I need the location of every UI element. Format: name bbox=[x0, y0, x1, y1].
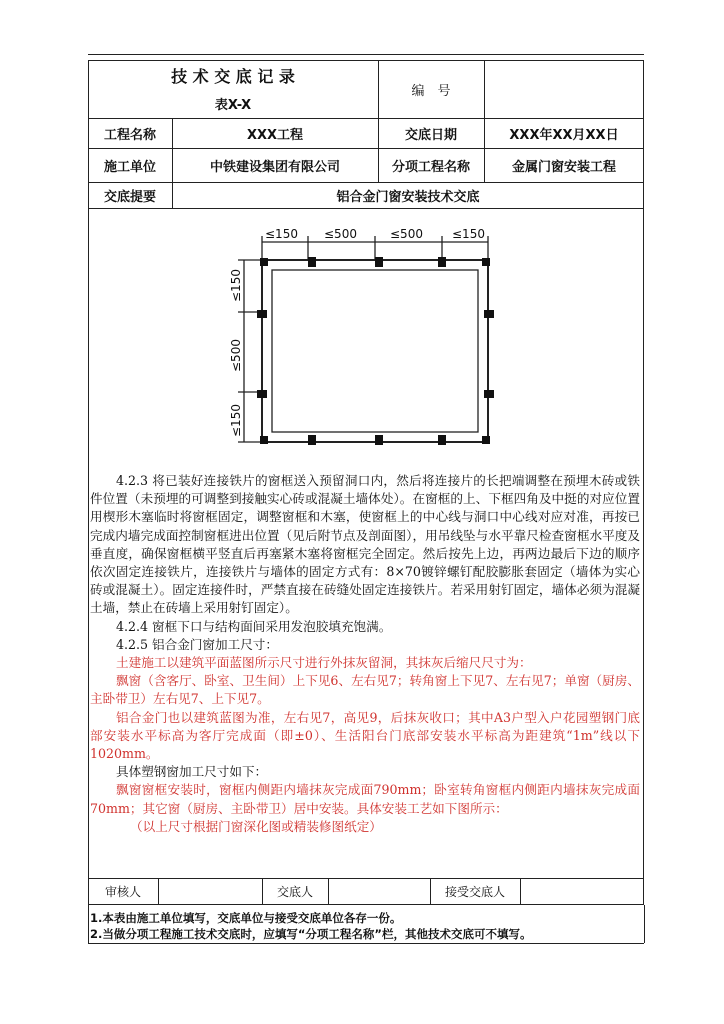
red-para-3: 铝合金门也以建筑蓝图为准，左右见7，高见9，后抹灰收口；其中A3户型入户花园塑钢门底部安装水平标高为客厅完成面（即±0）、生活阳台门底部安装水平标高为距建筑“1m”线以下1020mm。 bbox=[90, 709, 640, 762]
subitem-label: 分项工程名称 bbox=[391, 159, 470, 175]
para-4-2-5: 4.2.5 铝合金门窗加工尺寸： bbox=[116, 636, 278, 652]
top-dim-2: ≤500 bbox=[324, 227, 357, 241]
left-dim-1: ≤150 bbox=[229, 269, 243, 302]
number-value[interactable] bbox=[484, 60, 644, 118]
window-frame-outer bbox=[262, 260, 488, 442]
subitem-value: 金属门窗安装工程 bbox=[511, 159, 616, 175]
fixing-tab bbox=[308, 257, 316, 267]
form-number-label: 表X-X bbox=[214, 97, 252, 113]
window-frame-inner bbox=[272, 270, 478, 432]
fixing-tab bbox=[308, 435, 316, 445]
fixing-tab bbox=[484, 390, 494, 398]
receiver-label: 接受交底人 bbox=[444, 885, 505, 899]
red-para-5: （以上尺寸根据门窗深化图或精装修图纸定） bbox=[130, 818, 382, 834]
reviewer-label: 审核人 bbox=[104, 885, 141, 899]
date-label: 交底日期 bbox=[404, 127, 457, 143]
divider bbox=[158, 878, 159, 905]
top-dim-3: ≤500 bbox=[390, 227, 423, 241]
top-dim-1: ≤150 bbox=[265, 227, 298, 241]
divider bbox=[520, 878, 521, 905]
window-fixing-diagram bbox=[220, 222, 510, 458]
para-4-2-3: 4.2.3 将已装好连接铁片的窗框送入预留洞口内，然后将连接片的长把端调整在预埋木砖或铁件位置（未预埋的可调整到接触实心砖或混凝土墙体处）。在窗框的上、下框四角及中挺的对应位置用楔形木塞临时将窗框固定，调整窗框和木塞，使窗框上的中心线与洞口中心线对应对准，再按已完成内墙完成面控制窗框进出位置（见后附节点及剖面图），用吊线坠与水平靠尺检查窗框水平度及垂直度，确保窗框横平竖直后再塞紧木塞将窗框完全固定。然后按先上边，再两边最后下边的顺序依次固定连接铁片，连接铁片与墙体的固定方式有：8×70镀锌螺钉配胶膨胀套固定（墙体为实心砖或混凝土）。固定连接件时，严禁直接在砖缝处固定连接铁片。若采用射钉固定，墙体必须为混凝土墙，禁止在砖墙上采用射钉固定）。 bbox=[90, 473, 640, 616]
red-para-1: 土建施工以建筑平面蓝图所示尺寸进行外抹灰留洞，其抹灰后缩尺尺寸为： bbox=[116, 655, 532, 671]
project-name-label: 工程名称 bbox=[103, 127, 156, 143]
date-value: XXX年XX月XX日 bbox=[509, 127, 619, 143]
top-dim-4: ≤150 bbox=[452, 227, 485, 241]
divider bbox=[88, 905, 89, 943]
red-para-2: 飘窗（含客厅、卧室、卫生间）上下见6、左右见7；转角窗上下见7、左右见7；单窗（厨房、主卧带卫）左右见7、上下见7。 bbox=[90, 673, 640, 707]
disclosure-body bbox=[90, 472, 640, 836]
fixing-tab bbox=[375, 257, 383, 267]
fixing-tab bbox=[257, 310, 267, 318]
unit-value: 中铁建设集团有限公司 bbox=[209, 159, 340, 175]
discloser-label: 交底人 bbox=[276, 885, 313, 899]
note-1: 1.本表由施工单位填写，交底单位与接受交底单位各存一份。 bbox=[90, 911, 402, 925]
top-rule bbox=[88, 54, 644, 55]
note-2: 2.当做分项工程施工技术交底时，应填写“分项工程名称”栏，其他技术交底可不填写。 bbox=[90, 927, 532, 941]
divider bbox=[644, 905, 645, 943]
number-label: 编 号 bbox=[411, 83, 451, 99]
fixing-tab bbox=[438, 257, 446, 267]
fixing-tab bbox=[375, 435, 383, 445]
left-dim-2: ≤500 bbox=[229, 339, 243, 372]
red-para-4: 飘窗窗框安装时，窗框内侧距内墙抹灰完成面790mm；卧室转角窗框内侧距内墙抹灰完成面70mm；其它窗（厨房、主卧带卫）居中安装。具体安装工艺如下图所示： bbox=[90, 782, 640, 816]
left-dim-3: ≤150 bbox=[229, 404, 243, 437]
fixing-tab bbox=[260, 436, 268, 444]
fixing-tab bbox=[257, 390, 267, 398]
footnotes bbox=[90, 910, 531, 942]
fixing-tab bbox=[260, 258, 268, 266]
summary-value: 铝合金门窗安装技术交底 bbox=[336, 189, 480, 205]
divider bbox=[88, 878, 644, 879]
fixing-tab bbox=[482, 436, 490, 444]
project-name-value: XXX工程 bbox=[246, 127, 304, 143]
fixing-tab bbox=[484, 310, 494, 318]
divider bbox=[328, 878, 329, 905]
para-window-size: 具体塑钢窗加工尺寸如下： bbox=[116, 764, 268, 780]
summary-label: 交底提要 bbox=[103, 189, 156, 205]
para-4-2-4: 4.2.4 窗框下口与结构面间采用发泡胶填充饱满。 bbox=[116, 618, 392, 634]
unit-label: 施工单位 bbox=[103, 159, 156, 175]
divider bbox=[88, 208, 644, 209]
fixing-tab bbox=[438, 435, 446, 445]
form-title: 技 术 交 底 记 录 bbox=[171, 66, 295, 86]
fixing-tab bbox=[482, 258, 490, 266]
divider bbox=[88, 943, 644, 944]
